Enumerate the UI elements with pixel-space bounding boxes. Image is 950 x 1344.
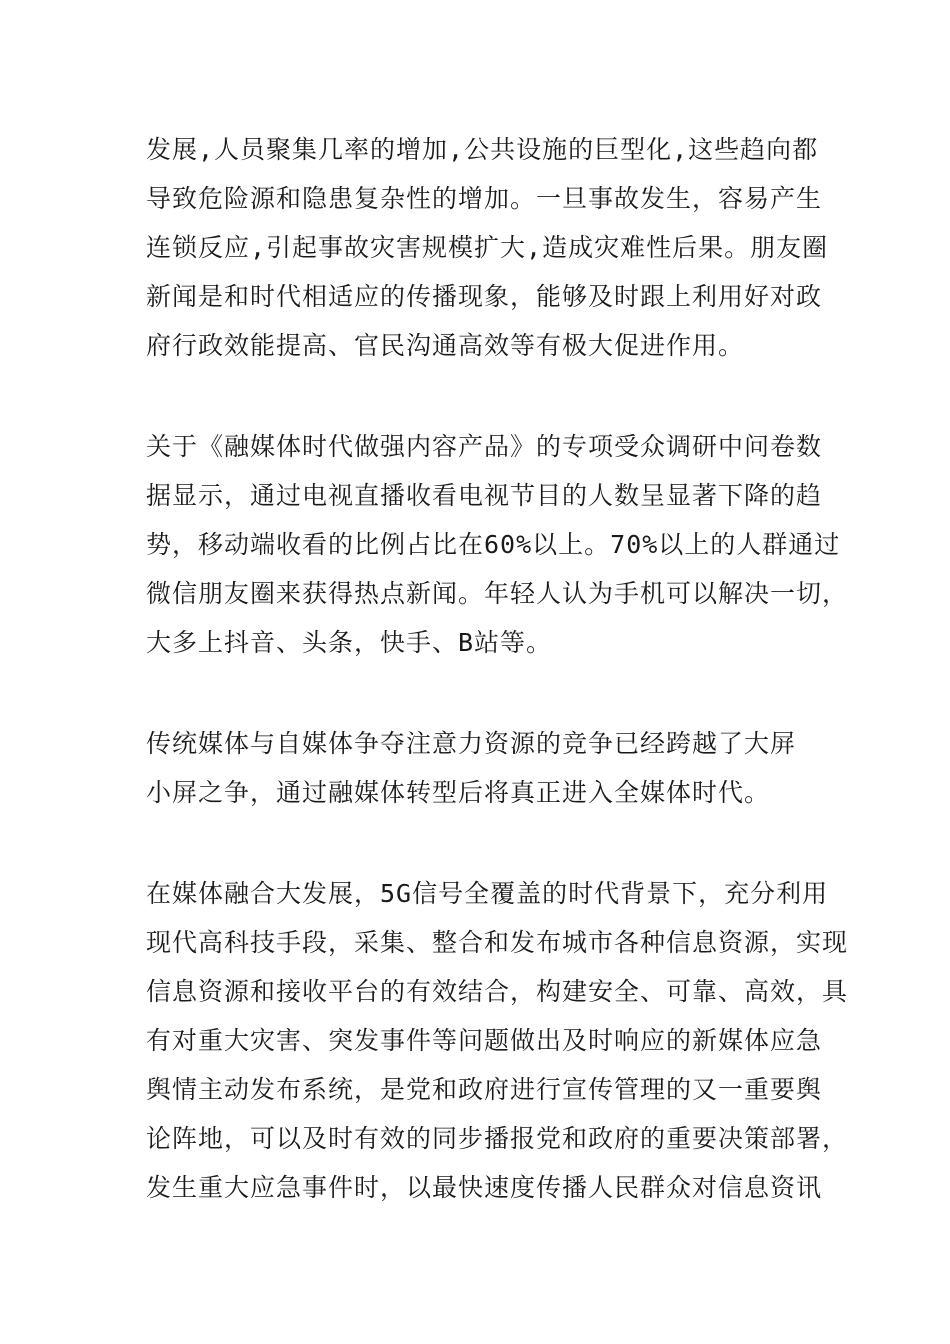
text-line: 信息资源和接收平台的有效结合，构建安全、可靠、高效，具 <box>146 977 849 1006</box>
paragraph-2 <box>146 422 849 667</box>
text-line: 现代高科技手段，采集、整合和发布城市各种信息资源，实现 <box>146 928 849 957</box>
text-line: 传统媒体与自媒体争夺注意力资源的竞争已经跨越了大屏 <box>146 729 797 758</box>
text-line: 微信朋友圈来获得热点新闻。年轻人认为手机可以解决一切， <box>146 579 849 608</box>
text-line: 小屏之争，通过融媒体转型后将真正进入全媒体时代。 <box>146 778 771 807</box>
text-line: 新闻是和时代相适应的传播现象，能够及时跟上利用好对政 <box>146 282 823 311</box>
text-line: 有对重大灾害、突发事件等问题做出及时响应的新媒体应急 <box>146 1026 823 1055</box>
text-line: 论阵地，可以及时有效的同步播报党和政府的重要决策部署， <box>146 1124 849 1153</box>
text-line: 据显示，通过电视直播收看电视节目的人数呈显著下降的趋 <box>146 481 823 510</box>
text-line: 发生重大应急事件时，以最快速度传播人民群众对信息资讯 <box>146 1173 823 1202</box>
paragraph-3 <box>146 719 816 817</box>
text-line: 舆情主动发布系统，是党和政府进行宣传管理的又一重要舆 <box>146 1075 823 1104</box>
text-line: 势，移动端收看的比例占比在60%以上。70%以上的人群通过 <box>146 530 841 559</box>
text-line: 大多上抖音、头条，快手、B站等。 <box>146 628 553 657</box>
text-line: 关于《融媒体时代做强内容产品》的专项受众调研中问卷数 <box>146 432 823 461</box>
paragraph-4 <box>146 869 849 1212</box>
text-line: 导致危险源和隐患复杂性的增加。一旦事故发生，容易产生 <box>146 184 823 213</box>
paragraph-1 <box>146 125 829 370</box>
text-line: 连锁反应,引起事故灾害规模扩大,造成灾难性后果。朋友圈 <box>146 233 829 262</box>
text-line: 在媒体融合大发展，5G信号全覆盖的时代背景下，充分利用 <box>146 879 829 908</box>
text-line: 发展,人员聚集几率的增加,公共设施的巨型化,这些趋向都 <box>146 135 819 164</box>
text-line: 府行政效能提高、官民沟通高效等有极大促进作用。 <box>146 331 745 360</box>
